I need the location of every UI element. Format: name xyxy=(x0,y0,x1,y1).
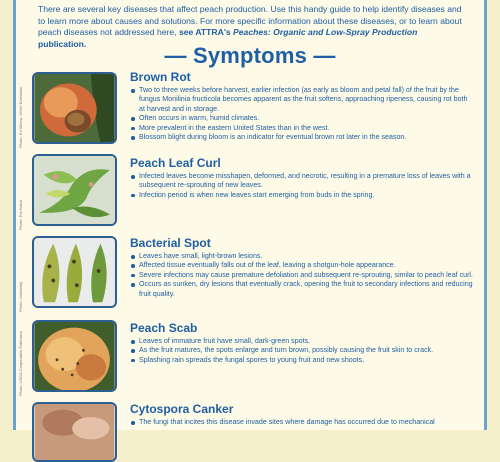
bacterial-spot-title: Bacterial Spot xyxy=(130,236,211,250)
brown-rot-bullets xyxy=(130,86,475,142)
photo-credit: Photo: Ed Sikora, WWU Extension xyxy=(18,86,23,148)
intro-paragraph: There are several key diseases that affect peach production. Use this handy guide to help identify diseases and to learn more about causes and solutions. For more specific information about these diseases, or to learn about peach diseases not addressed here, see ATTRA's Peaches: Organic and Low-Spray Production publication. xyxy=(38,4,462,49)
bullet: More prevalent in the eastern United States than in the west. xyxy=(130,124,475,133)
photo-credit: Photo: USDA Cooperative Extension xyxy=(18,331,23,396)
peach-leaf-curl-bullets xyxy=(130,172,475,200)
cytospora-canker-photo xyxy=(32,402,117,462)
bullet: Blossom blight during bloom is an indicator for eventual brown rot later in the season. xyxy=(130,133,475,142)
peach-scab-title: Peach Scab xyxy=(130,321,198,335)
peach-scab-illustration xyxy=(34,322,115,390)
bullet: Two to three weeks before harvest, earlier infection (as early as bloom and petal fall) of the fruit by the fungus Monilinia fructicola becomes apparent as the fruit softens, approaching ripeness, causing rot both at harvest and in storage. xyxy=(130,86,475,114)
bullet: Infection period is when new leaves start emerging from buds in the spring. xyxy=(130,191,475,200)
bullet: Infected leaves become misshapen, deformed, and necrotic, resulting in a premature loss of leaves with a subsequent re-sprouting of new leaves. xyxy=(130,172,475,191)
photo-credit: Photo: University xyxy=(18,281,23,312)
brown-rot-photo xyxy=(32,72,117,144)
bullet: Occurs as sunken, dry lesions that eventually crack, opening the fruit to secondary infections and reducing fruit quality. xyxy=(130,280,475,299)
bullet: Splashing rain spreads the fungal spores to young fruit and new shoots. xyxy=(130,356,475,365)
symptoms-heading: — Symptoms — xyxy=(164,43,336,68)
peach-leaf-curl-photo xyxy=(32,154,117,226)
brown-rot-title: Brown Rot xyxy=(130,70,191,84)
bacterial-spot-photo xyxy=(32,236,117,308)
cytospora-canker-title: Cytospora Canker xyxy=(130,402,234,416)
bullet: As the fruit matures, the spots enlarge and turn brown, possibly causing the fruit skin to crack. xyxy=(130,346,475,355)
bullet: Affected tissue eventually falls out of the leaf, leaving a shotgun-hole appearance. xyxy=(130,261,475,270)
photo-credit: Photo: Pat Hatch xyxy=(18,199,23,230)
leaf-curl-illustration xyxy=(34,156,115,224)
bullet: Leaves have small, light-brown lesions. xyxy=(130,252,475,261)
peach-leaf-curl-title: Peach Leaf Curl xyxy=(130,156,221,170)
brown-rot-illustration xyxy=(34,74,115,142)
bullet: Leaves of immature fruit have small, dark-green spots. xyxy=(130,337,475,346)
peach-scab-bullets xyxy=(130,337,475,365)
cytospora-canker-illustration xyxy=(34,404,115,460)
bullet: Often occurs in warm, humid climates. xyxy=(130,114,475,123)
bacterial-spot-illustration xyxy=(34,238,115,306)
peach-scab-photo xyxy=(32,320,117,392)
bullet: The fungi that incites this disease invade sites where damage has occurred due to mechanical xyxy=(130,418,475,427)
bullet: Severe infections may cause premature defoliation and subsequent re-sprouting, similar to peach leaf curl. xyxy=(130,271,475,280)
bacterial-spot-bullets xyxy=(130,252,475,299)
cytospora-canker-bullets xyxy=(130,418,475,427)
